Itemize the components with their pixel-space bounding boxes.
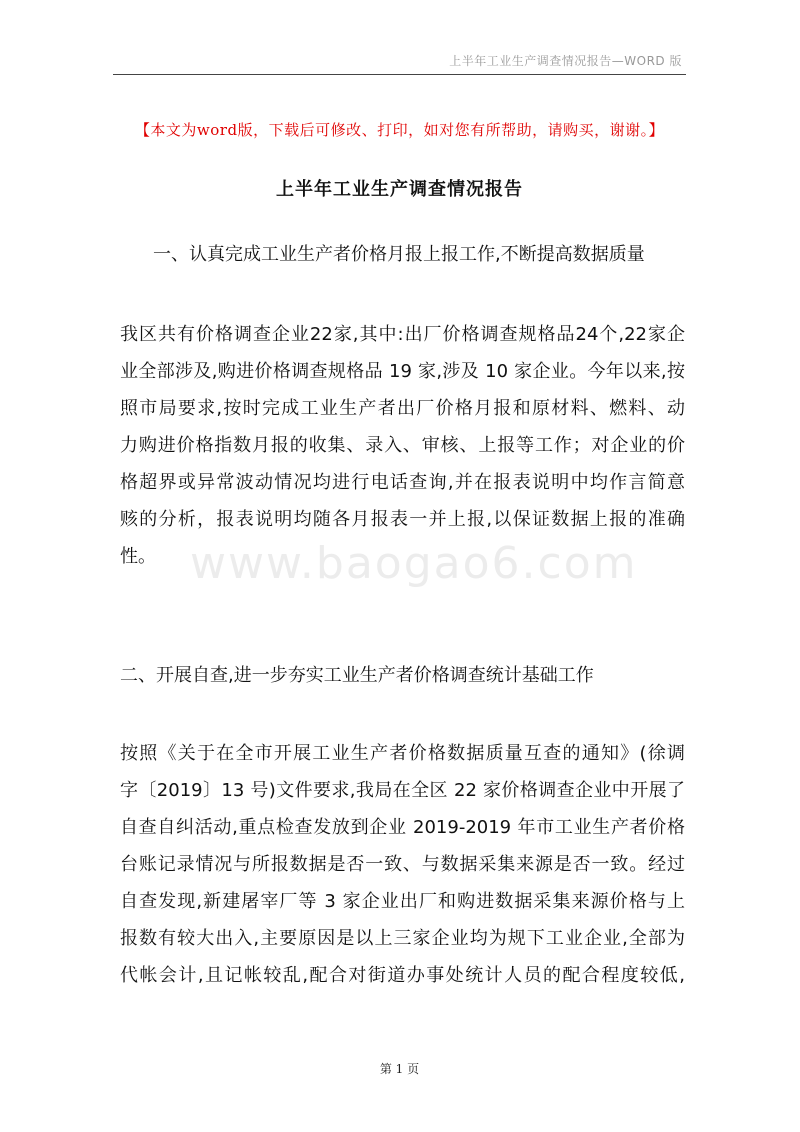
watermark: www.baogao6.com (190, 538, 638, 589)
section-heading-1: 一、认真完成工业生产者价格月报上报工作,不断提高数据质量 (153, 244, 645, 265)
paragraph-line: 照市局要求,按时完成工业生产者出厂价格月报和原材料、燃料、动 (120, 398, 685, 419)
paragraph-line: 性。 (120, 546, 156, 567)
paragraph-line: 自查自纠活动,重点检查发放到企业 2019-2019 年市工业生产者价格 (120, 817, 685, 838)
paragraph-line: 台账记录情况与所报数据是否一致、与数据采集来源是否一致。经过 (120, 854, 685, 875)
download-notice: 【本文为word版，下载后可修改、打印，如对您有所帮助，请购买，谢谢。】 (134, 121, 665, 139)
paragraph-line: 自查发现,新建屠宰厂等 3 家企业出厂和购进数据采集来源价格与上 (120, 891, 685, 912)
section-2-paragraph (120, 735, 685, 994)
section-heading-2: 二、开展自查,进一步夯实工业生产者价格调查统计基础工作 (120, 665, 594, 686)
paragraph-line: 格超界或异常波动情况均进行电话查询,并在报表说明中均作言简意 (120, 472, 685, 493)
paragraph-line: 力购进价格指数月报的收集、录入、审核、上报等工作；对企业的价 (120, 435, 685, 456)
paragraph-line: 我区共有价格调查企业22家,其中:出厂价格调查规格品24个,22家企 (120, 324, 685, 345)
paragraph-line: 字〔2019〕13 号)文件要求,我局在全区 22 家价格调查企业中开展了 (120, 780, 685, 801)
paragraph-line: 报数有较大出入,主要原因是以上三家企业均为规下工业企业,全部为 (120, 928, 685, 949)
section-1-paragraph (120, 316, 685, 575)
paragraph-line: 赅的分析，报表说明均随各月报表一并上报,以保证数据上报的准确 (120, 509, 685, 530)
document-title: 上半年工业生产调查情况报告 (276, 179, 523, 200)
paragraph-line: 按照《关于在全市开展工业生产者价格数据质量互查的通知》(徐调 (120, 743, 685, 764)
header-divider (113, 74, 686, 75)
paragraph-line: 业全部涉及,购进价格调查规格品 19 家,涉及 10 家企业。今年以来,按 (120, 361, 685, 382)
paragraph-line: 代帐会计,且记帐较乱,配合对街道办事处统计人员的配合程度较低, (120, 965, 685, 986)
running-header: 上半年工业生产调查情况报告—WORD 版 (449, 54, 682, 68)
page-number: 第 1 页 (379, 1062, 420, 1076)
